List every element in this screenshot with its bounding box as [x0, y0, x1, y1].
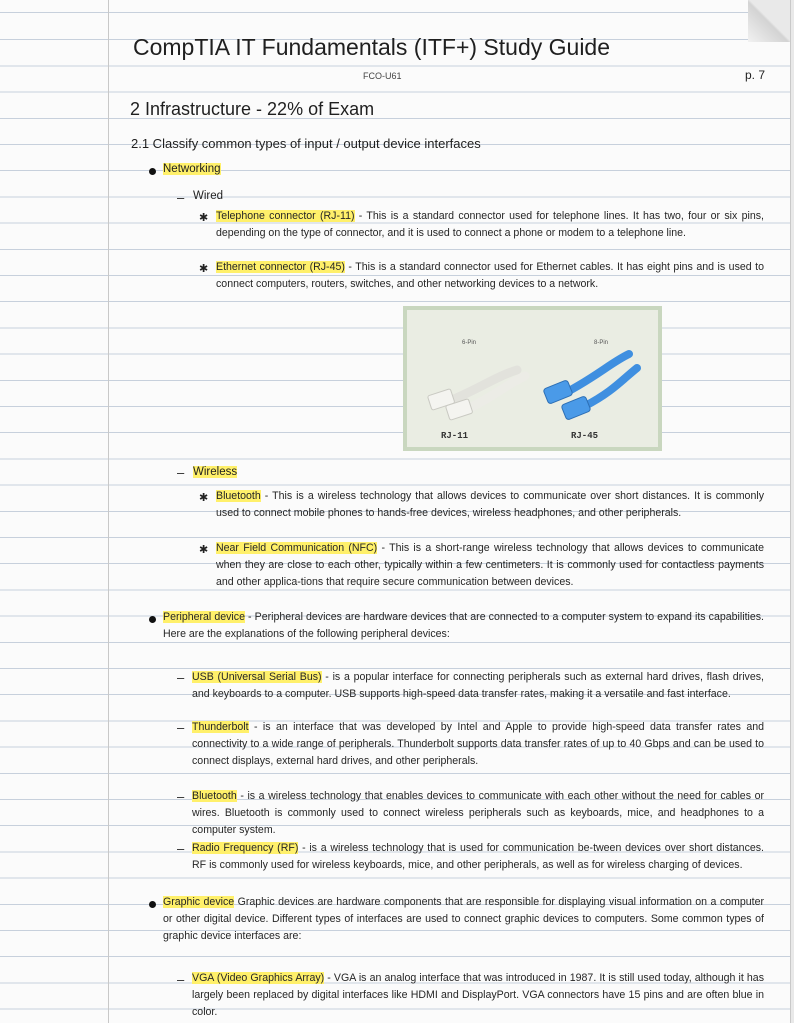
- wireless-label: Wireless: [193, 466, 238, 478]
- margin-line: [108, 0, 109, 1023]
- usb-paragraph: USB (Universal Serial Bus) - is a popular interface for connecting peripherals such as external hard drives, flash drives, and keyboards to a computer. USB supports high-speed data transfer rates, making it a versatile and fast interface.: [192, 671, 764, 700]
- rj45-caption: RJ-45: [571, 431, 599, 441]
- dash-icon: –: [177, 972, 185, 987]
- bluetooth-paragraph: Bluetooth - This is a wireless technology that allows devices to communicate over short distances. It is commonly used to connect mobile phones to hands-free devices, wireless headphones, and other peripherals.: [216, 490, 764, 519]
- dash-icon: –: [177, 190, 185, 205]
- dash-icon: –: [177, 720, 185, 735]
- connector-illustration: [407, 310, 658, 447]
- page-number: p. 7: [745, 68, 766, 82]
- vga-term: VGA (Video Graphics Array): [192, 972, 325, 984]
- star-bullet-icon: ✱: [199, 544, 209, 556]
- dash-icon: –: [177, 841, 185, 856]
- nfc-term: Near Field Communication (NFC): [216, 542, 378, 554]
- rf-term: Radio Frequency (RF): [192, 842, 299, 854]
- rj45-pin-label: 8-Pin: [594, 340, 609, 346]
- bluetooth-peripheral-paragraph: Bluetooth - is a wireless technology that enables devices to communicate with each other without the need for cables or wires. Bluetooth is commonly used to connect wireless peripherals such as keyboards, mice, and headphones to a computer system.: [192, 790, 764, 836]
- page-curl: [748, 0, 790, 42]
- section-heading: 2 Infrastructure - 22% of Exam: [130, 99, 375, 119]
- rj45-paragraph: Ethernet connector (RJ-45) - This is a standard connector used for Ethernet cables. It has eight pins and is used to connect computers, routers, switches, and other networking devices to a network.: [216, 261, 764, 290]
- dash-icon: –: [177, 789, 185, 804]
- peripheral-term: Peripheral device: [163, 611, 245, 623]
- rj11-paragraph: Telephone connector (RJ-11) - This is a standard connector used for telephone lines. It has two, four or six pins, depending on the type of connector, and it is used to connect a phone or modem to a telephone line.: [216, 210, 764, 239]
- rj45-term: Ethernet connector (RJ-45): [216, 261, 345, 273]
- graphic-paragraph: Graphic device Graphic devices are hardware components that are responsible for displaying visual information on a computer or other digital device. Different types of interfaces are used to connect graphic devices to computers. Some common types of graphic device interfaces are:: [163, 896, 764, 942]
- thunderbolt-term: Thunderbolt: [192, 721, 249, 733]
- thunderbolt-paragraph: Thunderbolt - is an interface that was developed by Intel and Apple to provide high-speed data transfer rates and connectivity to a wide range of peripherals. Thunderbolt supports data transfer rates of up to 40 Gbps and can be used to connect displays, external hard drives, and other peripherals.: [192, 721, 764, 767]
- page-title: CompTIA IT Fundamentals (ITF+) Study Guide: [133, 34, 611, 60]
- graphic-term: Graphic device: [163, 896, 235, 908]
- rj11-pin-label: 6-Pin: [462, 340, 477, 346]
- rj11-caption: RJ-11: [441, 431, 469, 441]
- wired-label: Wired: [193, 190, 224, 202]
- rj11-term: Telephone connector (RJ-11): [216, 210, 355, 222]
- vga-paragraph: VGA (Video Graphics Array) - VGA is an analog interface that was introduced in 1987. It is still used today, although it has largely been replaced by digital interfaces like HDMI and DisplayPort. VGA connectors have 15 pins and are often blue in color.: [192, 972, 764, 1018]
- bullet-icon: [149, 901, 156, 908]
- bluetooth-peripheral-term: Bluetooth: [192, 790, 237, 802]
- rj45-cable-icon: [543, 354, 637, 420]
- rj11-cable-icon: [427, 370, 525, 420]
- usb-term: USB (Universal Serial Bus): [192, 671, 322, 683]
- star-bullet-icon: ✱: [199, 492, 209, 504]
- bullet-icon: [149, 168, 156, 175]
- objective-heading: 2.1 Classify common types of input / output device interfaces: [131, 136, 481, 151]
- nfc-paragraph: Near Field Communication (NFC) - This is a short-range wireless technology that allows devices to communicate when they are close to each other, typically within a few centimeters. It is commonly used for contactless payments and other applica-tions that require secure communication between devices.: [216, 542, 764, 588]
- bullet-icon: [149, 616, 156, 623]
- bluetooth-term: Bluetooth: [216, 490, 261, 502]
- star-bullet-icon: ✱: [199, 263, 209, 275]
- dash-icon: –: [177, 465, 185, 480]
- rf-paragraph: Radio Frequency (RF) - is a wireless technology that is used for communication be-tween devices over short distances. RF is commonly used for wireless keyboards, mice, and other peripherals, as well as for wireless charging of devices.: [192, 842, 765, 871]
- peripheral-paragraph: Peripheral device - Peripheral devices are hardware devices that are connected to a computer system to expand its capabilities. Here are the explanations of the following peripheral devices:: [163, 611, 765, 640]
- networking-label: Networking: [163, 163, 221, 175]
- star-bullet-icon: ✱: [199, 212, 209, 224]
- exam-code: FCO-U61: [363, 71, 402, 81]
- connector-figure: [403, 306, 662, 451]
- dash-icon: –: [177, 670, 185, 685]
